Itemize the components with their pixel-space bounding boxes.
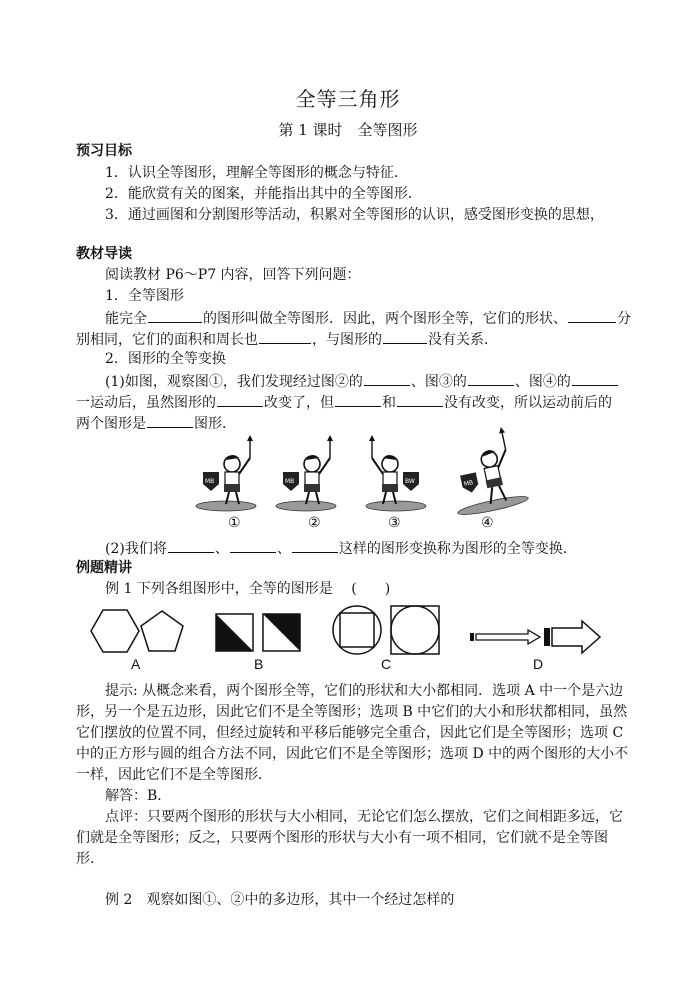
hint-line-5: 一样，因此它们不是全等图形． (76, 767, 272, 783)
goal-2: 2．能欣赏有关的图案，并能指出其中的全等图形． (105, 186, 422, 202)
svg-text:MB: MB (463, 479, 474, 488)
item1-line1: 能完全 的图形叫做全等图形．因此，两个图形全等，它们的形状、 分 (105, 308, 631, 328)
figure-label-3: ③ (388, 514, 401, 530)
item1-title: 1．全等图形 (105, 288, 184, 304)
answer-line: 解答：B． (105, 788, 172, 804)
svg-text:MB: MB (285, 478, 295, 485)
figure-label-4: ④ (481, 514, 494, 530)
goal-3: 3．通过画图和分割图形等活动，积累对全等图形的认识，感受图形变换的思想， (105, 207, 604, 223)
option-c-shapes (333, 606, 439, 654)
figure-label-1: ① (228, 514, 241, 530)
comment-line-2: 们就是全等图形；反之，只要两个图形的形状与大小有一项不相同，它们就不是全等图 (76, 830, 608, 846)
option-a-shapes (91, 610, 183, 652)
hint-line-1: 提示: 从概念来看，两个图形全等，它们的形状和大小都相同．选项 A 中一个是六边 (105, 683, 624, 699)
soldier-figure-4 (442, 425, 529, 518)
blank-field (383, 329, 427, 344)
blank-field (568, 308, 616, 323)
preview-heading: 预习目标 (76, 143, 132, 159)
example1-question: 例 1 下列各组图形中，全等的图形是 ( ) (105, 581, 391, 597)
blank-field (364, 371, 410, 386)
item2-para2: 一运动后，虽然图形的 改变了，但 和 没有改变，所以运动前后的 (76, 392, 612, 412)
option-b-label: B (254, 656, 264, 672)
blank-field (468, 371, 514, 386)
svg-text:MB: MB (205, 478, 215, 485)
option-b-shapes (216, 614, 300, 651)
soldier-figure-1 (196, 435, 256, 511)
comment-line-1: 点评：只要两个图形的形状与大小相同，无论它们怎么摆放，它们之间相距多远，它 (105, 809, 623, 825)
hint-line-2: 形，另一个是五边形，因此它们不是全等图形；选项 B 中它们的大小和形状都相同，虽然 (76, 704, 628, 720)
option-a-label: A (131, 656, 141, 672)
blank-field (259, 329, 311, 344)
item2-title: 2．图形的全等变换 (105, 351, 226, 367)
figure-label-2: ② (308, 514, 321, 530)
blank-field (217, 392, 263, 407)
blank-field (230, 538, 276, 553)
goal-1: 1．认识全等图形，理解全等图形的概念与特征． (105, 165, 408, 181)
soldier-figure-2 (276, 435, 336, 511)
comment-line-3: 形． (76, 851, 104, 867)
blank-field (147, 413, 193, 428)
guide-heading: 教材导读 (76, 246, 132, 262)
hint-line-4: 中的正方形与圆的组合方法不同，因此它们不是全等图形；选项 D 中的两个图形的大小不 (76, 746, 629, 762)
svg-text:BW: BW (405, 478, 415, 485)
blank-field (335, 392, 381, 407)
soldier-figure-3 (366, 435, 426, 511)
example1-figures (0, 606, 696, 666)
transform-figure (0, 432, 696, 542)
blank-field (148, 308, 202, 323)
option-c-label: C (381, 656, 392, 672)
examples-heading: 例题精讲 (76, 560, 132, 576)
item1-line2: 别相同，它们的面积和周长也 ，与图形的 没有关系． (76, 329, 498, 349)
item2-para1: (1)如图，观察图①，我们发现经过图②的 、图③的 、图④的 (105, 371, 619, 391)
option-d-shapes (470, 621, 600, 653)
page-title: 全等三角形 (295, 87, 401, 111)
item2-question2: (2)我们将 、 、 这样的图形变换称为图形的全等变换． (105, 538, 577, 558)
page-subtitle: 第 1 课时 全等图形 (278, 121, 418, 139)
blank-field (397, 392, 443, 407)
example2-question: 例 2 观察如图①、②中的多边形，其中一个经过怎样的 (105, 892, 455, 908)
item2-para3: 两个图形是 图形． (76, 413, 236, 433)
blank-field (168, 538, 214, 553)
blank-field (572, 371, 618, 386)
option-d-label: D (533, 656, 544, 672)
hint-line-3: 它们摆放的位置不同，但经过旋转和平移后能够完全重合，因此它们是全等图形；选项 C (76, 725, 624, 741)
guide-intro: 阅读教材 P6～P7 内容，回答下列问题： (105, 267, 361, 283)
blank-field (292, 538, 338, 553)
